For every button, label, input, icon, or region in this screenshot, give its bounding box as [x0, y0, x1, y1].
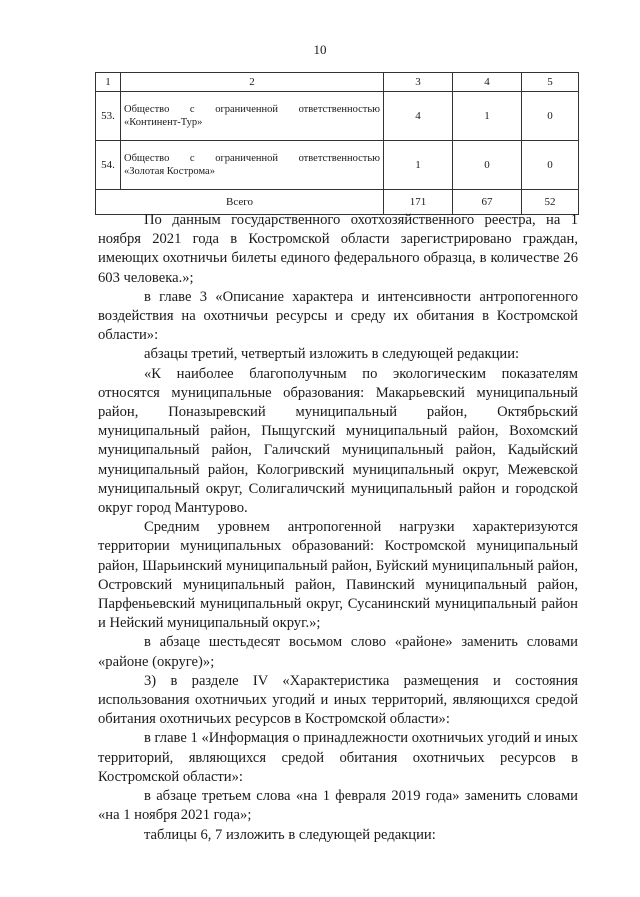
table-row: [96, 92, 579, 141]
table-row: [96, 141, 579, 190]
hunting-registry-table: [95, 72, 579, 215]
table-cell: 1: [453, 92, 522, 141]
paragraph: По данным государственного охотхозяйственного реестра, на 1 ноября 2021 года в Костромской области зарегистрировано граждан, имеющих охотничьи билеты единого федерального образца, в количестве 26 603 человека.»;: [98, 212, 578, 286]
header-cell: 5: [522, 73, 579, 92]
paragraph: Средним уровнем антропогенной нагрузки характеризуются территории муниципальных образований: Костромской муниципальный район, Шарьинский муниципальный район, Буйский муниципальный район, Островский муниципальный район, Павинский муниципальный район, Парфеньевский муниципальный округ, Сусанинский муниципальный район и Нейский муниципальный округ.»;: [98, 519, 578, 632]
paragraph: в абзаце шестьдесят восьмом слово «районе» заменить словами «районе (округе)»;: [98, 634, 578, 670]
organization-name-line: Общество с ограниченной ответственностью: [124, 153, 380, 164]
paragraph: 3) в разделе IV «Характеристика размещения и состояния использования охотничьих угодий и иных территорий, являющихся средой обитания охотничьих ресурсов в Костромской области»:: [98, 672, 578, 728]
total-label: Всего: [96, 190, 384, 215]
organization-name-line: Общество с ограниченной ответственностью: [124, 104, 380, 115]
organization-name-line: «Золотая Кострома»: [124, 166, 215, 177]
row-number: 54.: [96, 141, 121, 190]
paragraph: в абзаце третьем слова «на 1 февраля 2019 года» заменить словами «на 1 ноября 2021 года»;: [98, 788, 578, 824]
header-cell: 4: [453, 73, 522, 92]
organization-name: [121, 141, 384, 190]
table-cell: 0: [522, 141, 579, 190]
table-cell: 4: [384, 92, 453, 141]
document-body: [98, 211, 578, 845]
total-cell: 52: [522, 190, 579, 215]
header-cell: 2: [121, 73, 384, 92]
paragraph: таблицы 6, 7 изложить в следующей редакции:: [144, 826, 436, 843]
header-cell: 3: [384, 73, 453, 92]
page-number: 10: [313, 42, 327, 57]
table-header-row: [96, 73, 579, 92]
table-cell: 0: [453, 141, 522, 190]
paragraph: в главе 1 «Информация о принадлежности охотничьих угодий и иных территорий, являющихся средой обитания охотничьих ресурсов в Костромской области»:: [98, 730, 578, 785]
total-cell: 67: [453, 190, 522, 215]
header-cell: 1: [96, 73, 121, 92]
table-cell: 0: [522, 92, 579, 141]
table-cell: 1: [384, 141, 453, 190]
row-number: 53.: [96, 92, 121, 141]
organization-name-line: «Континент-Тур»: [124, 117, 203, 128]
organization-name: [121, 92, 384, 141]
paragraph: в главе 3 «Описание характера и интенсивности антропогенного воздействия на охотничьи ресурсы и среду их обитания в Костромской области»:: [98, 288, 578, 344]
paragraph: «К наиболее благополучным по экологическим показателям относятся муниципальные образования: Макарьевский муниципальный район, Поназыревский муниципальный район, Октябрьский муниципальный район, Пыщугский муниципальный район, Вохомский муниципальный район, Галичский муниципальный район, Кадыйский муниципальный район, Кологривский муниципальный округ, Межевской муниципальный округ, Солигаличский муниципальный район и городской округ город Мантурово.: [98, 365, 578, 517]
total-cell: 171: [384, 190, 453, 215]
paragraph: абзацы третий, четвертый изложить в следующей редакции:: [144, 346, 520, 363]
